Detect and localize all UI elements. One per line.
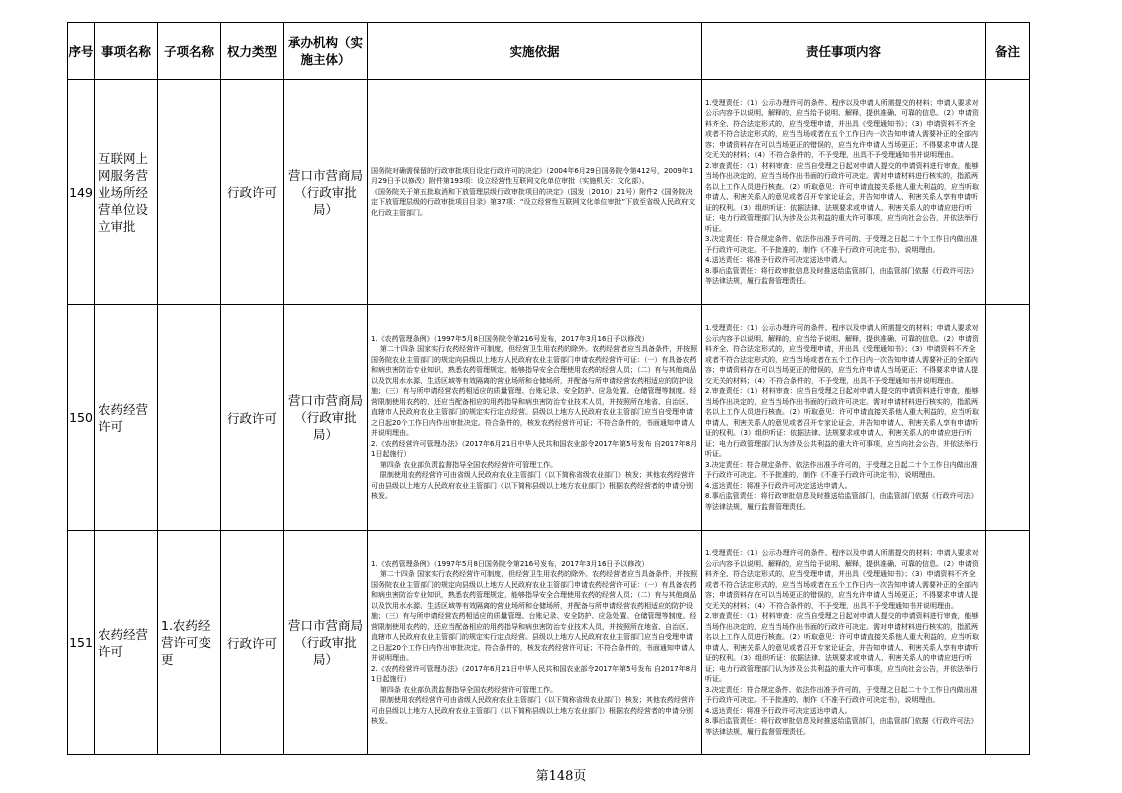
item-name: 互联网上网服务营业场所经营单位设立审批 <box>95 80 158 305</box>
power-type: 行政许可 <box>221 531 284 755</box>
handling-organization: 营口市营商局（行政审批局） <box>284 531 368 755</box>
table-row <box>68 531 1030 755</box>
responsibility-content <box>702 531 986 755</box>
header-row <box>68 23 1030 80</box>
responsibility-text: 1.受理责任：（1）公示办理许可的条件、程序以及申请人所需提交的材料；申请人要求对公示内容予以说明、解释的，应当给予说明、解释，提供准确、可靠的信息。（2）申请资料齐全、符合法定形式的，应当受理申请，并出具《受理通知书》；（3）申请资料不齐全或者不符合法定形式的，应当当场或者在五个工作日内一次告知申请人需要补正的全部内容；申请资料存在可以当场更正的错误的，应当允许申请人当场更正；不得要求申请人提交无关的材料；（4）不符合条件的，不予受理，出具不予受理通知书并说明理由。 2.审查责任：（1）材料审查：应当自受理之日起对申请人提交的申请资料进行审查，能够当场作出决定的，应当当场作出书面的行政许可决定。需对申请材料进行核实的，指派两名以上工作人员进行核查。（2）听取意见：许可申请直接关系他人重大利益的，应当听取申请人、利害关系人的意见或者召开专家论证会，并告知申请人、利害关系人享有申请听证的权利。（3）组织听证：依据法律、法规要求或申请人、利害关系人的申请应进行听证；电力行政管理部门认为涉及公共利益的重大许可事项，应当向社会公告，并依法举行听证。 3.决定责任：符合规定条件、依法作出准予许可的，于受理之日起二十个工作日内做出准予行政许可决定。不予批准的，制作《不准予行政许可决定书》，说明理由。 4.送达责任：将准予行政许可决定送达申请人。 8.事后监管责任：将行政审批信息及时推送给监管部门，由监管部门依据《行政许可法》等法律法规，履行监督管理责任。 <box>705 324 979 511</box>
handling-organization: 营口市营商局（行政审批局） <box>284 80 368 305</box>
item-name: 农药经营许可 <box>95 305 158 531</box>
header-note: 备注 <box>986 23 1030 80</box>
power-list-table <box>67 22 1030 755</box>
legal-basis-text: 1.《农药管理条例》（1997年5月8日国务院令第216号发布，2017年3月16日予以修改） 第二十四条 国家实行农药经营许可制度，但经营卫生用农药的除外。农药经营者应当具备条件，并按照国务院农业主管部门的规定向县级以上地方人民政府农业主管部门申请农药经营许可证：（一）有具备农药和病虫害防治专业知识，熟悉农药管理规定，能够指导安全合理使用农药的经营人员；（二）有与其他商品以及饮用水水源、生活区域等有效隔离的营业场所和仓储场所，并配备与所申请经营农药相适应的防护设施；（三）有与所申请经营农药相适应的质量管理、台账记录、安全防护、应急处置、仓储管理等制度。经营限制使用农药的，还应当配备相应的用药指导和病虫害防治专业技术人员，并按照所在地省、自治区、直辖市人民政府农业主管部门的规定实行定点经营。县级以上地方人民政府农业主管部门应当自受理申请之日起20个工作日内作出审批决定。符合条件的，核发农药经营许可证；不符合条件的，书面通知申请人并说明理由。 2.《农药经营许可管理办法》（2017年6月21日中华人民共和国农业部令2017年第5号发布 自2017年8月1日起施行） 第四条 农业部负责监督指导全国农药经营许可管理工作。 限制使用农药经营许可由省级人民政府农业主管部门（以下简称省级农业部门）核发；其他农药经营许可由县级以上地方人民政府农业主管部门（以下简称县级以上地方农业部门）根据农药经营者的申请分别核发。 <box>371 559 698 725</box>
responsibility-content <box>702 305 986 531</box>
header-basis: 实施依据 <box>368 23 702 80</box>
power-type: 行政许可 <box>221 80 284 305</box>
responsibility-text: 1.受理责任：（1）公示办理许可的条件、程序以及申请人所需提交的材料；申请人要求对公示内容予以说明、解释的，应当给予说明、解释，提供准确、可靠的信息。（2）申请资料齐全、符合法定形式的，应当受理申请，并出具《受理通知书》；（3）申请资料不齐全或者不符合法定形式的，应当当场或者在五个工作日内一次告知申请人需要补正的全部内容；申请资料存在可以当场更正的错误的，应当允许申请人当场更正；不得要求申请人提交无关的材料；（4）不符合条件的，不予受理，出具不予受理通知书并说明理由。 2.审查责任：（1）材料审查：应当自受理之日起对申请人提交的申请资料进行审查，能够当场作出决定的，应当当场作出书面的行政许可决定。需对申请材料进行核实的，指派两名以上工作人员进行核查。（2）听取意见：许可申请直接关系他人重大利益的，应当听取申请人、利害关系人的意见或者召开专家论证会，并告知申请人、利害关系人享有申请听证的权利。（3）组织听证：依据法律、法规要求或申请人、利害关系人的申请应进行听证；电力行政管理部门认为涉及公共利益的重大许可事项，应当向社会公告，并依法举行听证。 3.决定责任：符合规定条件、依法作出准予许可的，于受理之日起二十个工作日内做出准予行政许可决定。不予批准的，制作《不准予行政许可决定书》，说明理由。 4.送达责任：将准予行政许可决定送达申请人。 8.事后监管责任：将行政审批信息及时推送给监管部门，由监管部门依据《行政许可法》等法律法规，履行监督管理责任。 <box>705 98 979 285</box>
header-name: 事项名称 <box>95 23 158 80</box>
header-resp: 责任事项内容 <box>702 23 986 80</box>
power-type: 行政许可 <box>221 305 284 531</box>
legal-basis <box>368 80 702 305</box>
table-row <box>68 80 1030 305</box>
responsibility-text: 1.受理责任：（1）公示办理许可的条件、程序以及申请人所需提交的材料；申请人要求对公示内容予以说明、解释的，应当给予说明、解释，提供准确、可靠的信息。（2）申请资料齐全、符合法定形式的，应当受理申请，并出具《受理通知书》；（3）申请资料不齐全或者不符合法定形式的，应当当场或者在五个工作日内一次告知申请人需要补正的全部内容；申请资料存在可以当场更正的错误的，应当允许申请人当场更正；不得要求申请人提交无关的材料；（4）不符合条件的，不予受理，出具不予受理通知书并说明理由。 2.审查责任：（1）材料审查：应当自受理之日起对申请人提交的申请资料进行审查，能够当场作出决定的，应当当场作出书面的行政许可决定。需对申请材料进行核实的，指派两名以上工作人员进行核查。（2）听取意见：许可申请直接关系他人重大利益的，应当听取申请人、利害关系人的意见或者召开专家论证会，并告知申请人、利害关系人享有申请听证的权利。（3）组织听证：依据法律、法规要求或申请人、利害关系人的申请应进行听证；电力行政管理部门认为涉及公共利益的重大许可事项，应当向社会公告，并依法举行听证。 3.决定责任：符合规定条件、依法作出准予许可的，于受理之日起二十个工作日内做出准予行政许可决定。不予批准的，制作《不准予行政许可决定书》，说明理由。 4.送达责任：将准予行政许可决定送达申请人。 8.事后监管责任：将行政审批信息及时推送给监管部门，由监管部门依据《行政许可法》等法律法规，履行监督管理责任。 <box>705 549 979 736</box>
responsibility-content <box>702 80 986 305</box>
row-number: 150 <box>68 305 95 531</box>
row-number: 149 <box>68 80 95 305</box>
header-org: 承办机构（实施主体） <box>284 23 368 80</box>
legal-basis <box>368 531 702 755</box>
legal-basis-text: 国务院对确需保留的行政审批项目设定行政许可的决定》（2004年6月29日国务院令第412号，2009年1月29日予以修改）附件第193项：设立经营性互联网文化单位审批（实施机关：文化部）。 《国务院关于第五批取消和下放管理层级行政审批项目的决定》（国发〔2010〕21号）附件2《国务院决定下放管理层级的行政审批项目目录》第37项：“设立经营性互联网文化单位审批”下放至省级人民政府文化行政主管部门。 <box>371 166 696 217</box>
sub-item-name: 1.农药经营许可变更 <box>158 531 221 755</box>
header-sub: 子项名称 <box>158 23 221 80</box>
remark-cell <box>986 80 1030 305</box>
legal-basis-text: 1.《农药管理条例》（1997年5月8日国务院令第216号发布，2017年3月16日予以修改） 第二十四条 国家实行农药经营许可制度，但经营卫生用农药的除外。农药经营者应当具备条件，并按照国务院农业主管部门的规定向县级以上地方人民政府农业主管部门申请农药经营许可证：（一）有具备农药和病虫害防治专业知识，熟悉农药管理规定，能够指导安全合理使用农药的经营人员；（二）有与其他商品以及饮用水水源、生活区域等有效隔离的营业场所和仓储场所，并配备与所申请经营农药相适应的防护设施；（三）有与所申请经营农药相适应的质量管理、台账记录、安全防护、应急处置、仓储管理等制度。经营限制使用农药的，还应当配备相应的用药指导和病虫害防治专业技术人员，并按照所在地省、自治区、直辖市人民政府农业主管部门的规定实行定点经营。县级以上地方人民政府农业主管部门应当自受理申请之日起20个工作日内作出审批决定。符合条件的，核发农药经营许可证；不符合条件的，书面通知申请人并说明理由。 2.《农药经营许可管理办法》（2017年6月21日中华人民共和国农业部令2017年第5号发布 自2017年8月1日起施行） 第四条 农业部负责监督指导全国农药经营许可管理工作。 限制使用农药经营许可由省级人民政府农业主管部门（以下简称省级农业部门）核发；其他农药经营许可由县级以上地方人民政府农业主管部门（以下简称县级以上地方农业部门）根据农药经营者的申请分别核发。 <box>371 334 698 500</box>
item-name: 农药经营许可 <box>95 531 158 755</box>
sub-item-name <box>158 305 221 531</box>
legal-basis <box>368 305 702 531</box>
sub-item-name <box>158 80 221 305</box>
remark-cell <box>986 531 1030 755</box>
header-no: 序号 <box>68 23 95 80</box>
table-row <box>68 305 1030 531</box>
header-type: 权力类型 <box>221 23 284 80</box>
remark-cell <box>986 305 1030 531</box>
page-number: 第148页 <box>535 769 587 784</box>
handling-organization: 营口市营商局（行政审批局） <box>284 305 368 531</box>
row-number: 151 <box>68 531 95 755</box>
